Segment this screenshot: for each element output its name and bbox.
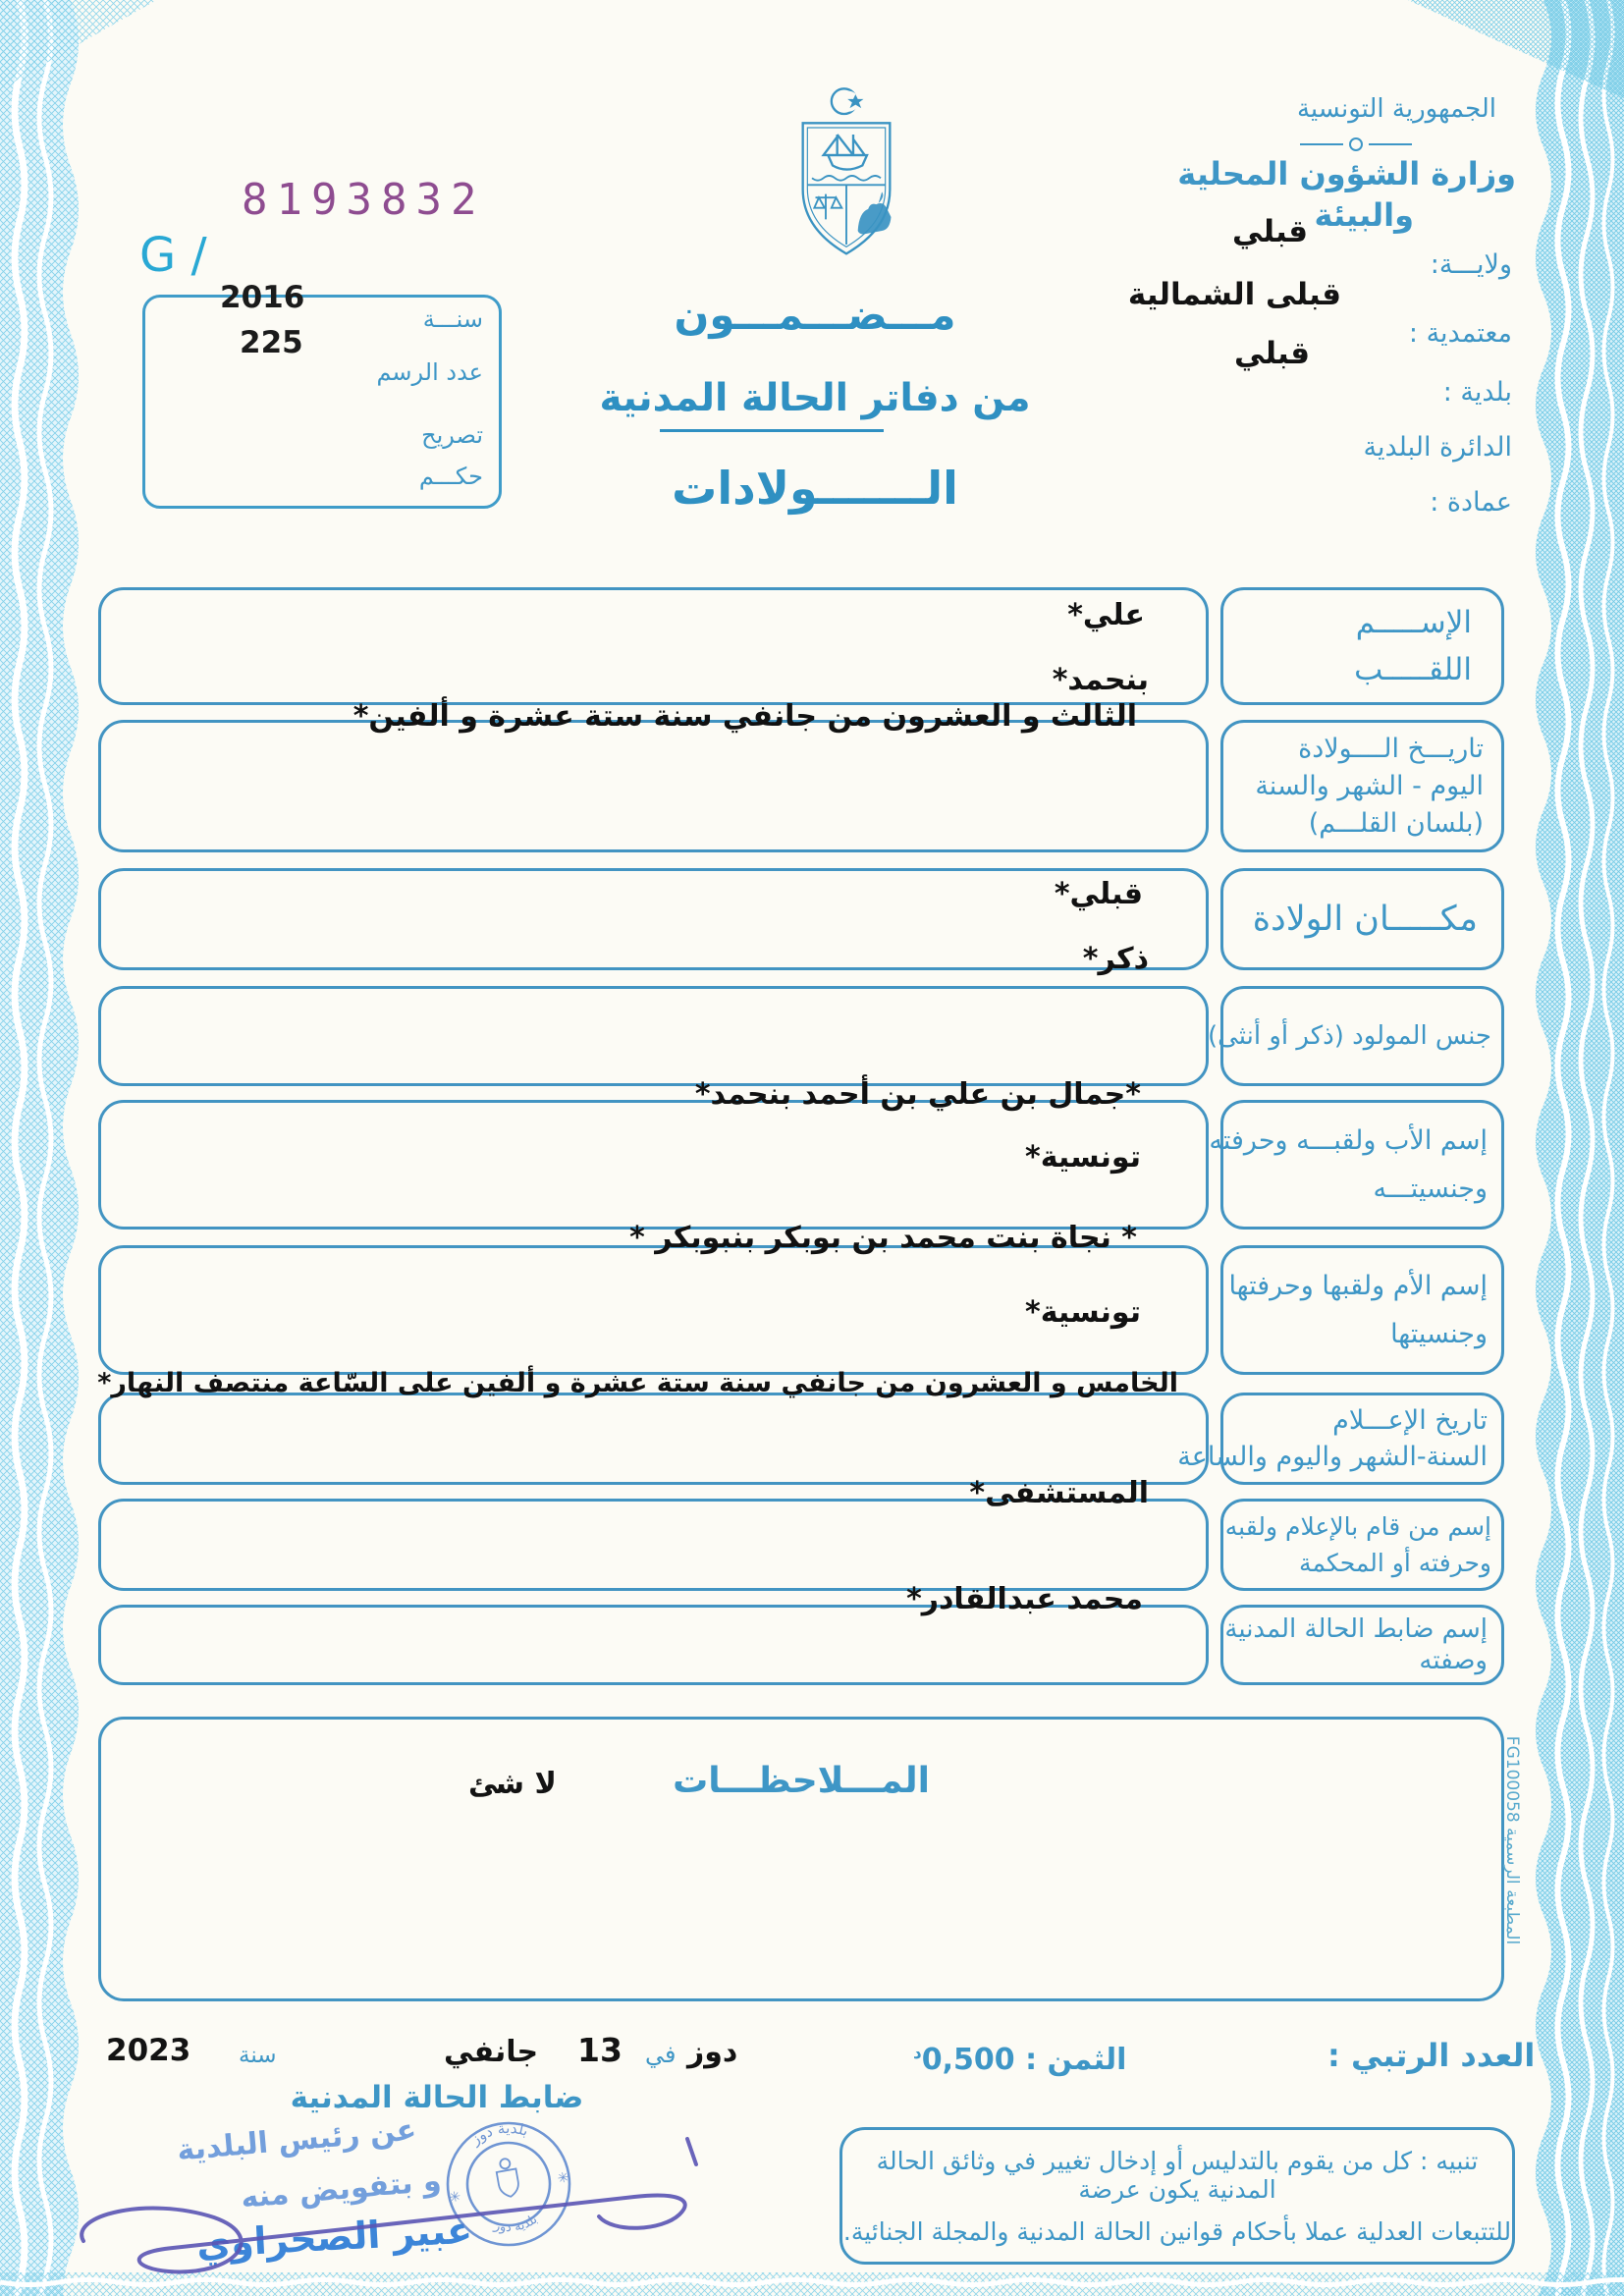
mother-info-label: إسم الأم ولقبها وحرفتها xyxy=(1228,1270,1488,1301)
registrar-name-value-box xyxy=(98,1582,1209,1685)
on-behalf-of-mayor-line: عن رئيس البلدية xyxy=(175,2112,418,2168)
birth-place-value-box xyxy=(98,868,1209,970)
issue-in-label: في xyxy=(645,2041,677,2068)
officer-name: عبير الصحراوي xyxy=(195,2208,474,2267)
form-row-notifier-name xyxy=(98,1476,1504,1591)
seal-star-left: ✳ xyxy=(448,2188,462,2207)
birth-place-value: قبلي* xyxy=(1054,877,1143,911)
newborn-sex-label: جنس المولود (ذكر أو أنثى) xyxy=(1207,1021,1491,1051)
birth-place-label: مكـــــان الولادة xyxy=(1252,900,1478,939)
governorate-value: قبلي xyxy=(1232,214,1308,249)
mother-info-label: وجنسيتها xyxy=(1390,1319,1488,1350)
issue-day-value: 13 xyxy=(577,2031,623,2069)
mother-info-value: * نجاة بنت محمد بن بوبكر بنبوبكر * xyxy=(629,1221,1137,1255)
name-surname-value: علي* xyxy=(1067,598,1145,632)
price-currency: د xyxy=(913,2044,922,2063)
notes-value: لا شئ xyxy=(468,1767,557,1801)
father-info-label-box xyxy=(1209,1100,1504,1230)
father-info-value-box xyxy=(98,1077,1209,1230)
registrar-name-label: إسم ضابط الحالة المدنية xyxy=(1224,1613,1488,1644)
form-row-birth-date xyxy=(98,699,1504,852)
by-delegation-line: و بتفويض منه xyxy=(239,2163,443,2215)
birth-date-label: اليوم - الشهر والسنة xyxy=(1255,771,1484,801)
registry-declaration-label: تصريح xyxy=(421,421,483,449)
newborn-sex-value: ذكر* xyxy=(1082,942,1149,976)
title-registers: من دفاتر الحالة المدنية xyxy=(599,376,1031,420)
price-line xyxy=(913,2043,1126,2077)
notification-date-label: تاريخ الإعـــلام xyxy=(1332,1405,1488,1436)
newborn-sex-label-box xyxy=(1207,986,1504,1086)
notifier-name-label: وحرفته أو المحكمة xyxy=(1299,1548,1491,1577)
officer-title: ضابط الحالة المدنية xyxy=(290,2080,584,2115)
issue-year-value: 2023 xyxy=(106,2033,191,2068)
seal-text-bottom: بلدية دوز xyxy=(492,2212,541,2236)
father-info-value: *جمال بن علي بن أحمد بنحمد* xyxy=(694,1077,1141,1112)
birth-date-value-box xyxy=(98,699,1209,852)
birth-date-label-box xyxy=(1220,720,1504,852)
notes-title: المـــلاحظـــات xyxy=(673,1761,930,1801)
registrar-name-label: وصفته xyxy=(1419,1646,1488,1676)
warning-line1: تنبيه : كل من يقوم بالتدليس أو إدخال تغيير في وثائق الحالة المدنية يكون عرضة xyxy=(876,2146,1479,2204)
name-surname-label: اللقـــــب xyxy=(1354,651,1472,687)
ministry-line2: والبيئة xyxy=(1314,196,1414,234)
form-row-notification-date xyxy=(97,1368,1504,1485)
name-surname-label-box xyxy=(1220,587,1504,705)
left-guilloche-band xyxy=(0,0,98,2296)
right-guilloche-band xyxy=(1528,0,1624,2296)
notes-box xyxy=(98,1717,1504,2001)
seal-star-right: ✳ xyxy=(556,2169,570,2188)
issue-year-label: سنة xyxy=(239,2043,277,2068)
name-surname-value: بنحمد* xyxy=(1052,663,1149,697)
form-row-father-info xyxy=(98,1077,1504,1230)
birth-date-value: الثالث و العشرون من جانفي سنة ستة عشرة و ألفين* xyxy=(352,699,1137,734)
mother-info-value-box xyxy=(98,1221,1209,1375)
seal-text-top: بلدية دوز xyxy=(466,2118,531,2149)
birth-date-label: تاريـــخ الــــولادة xyxy=(1298,734,1484,764)
municipal-district-label: الدائرة البلدية xyxy=(1363,432,1512,463)
notifier-name-value-box xyxy=(98,1476,1209,1591)
form-area xyxy=(98,0,1504,1717)
registry-judgment-label: حكـــم xyxy=(418,463,483,490)
registry-year-label: سنـــة xyxy=(422,305,483,333)
registry-record-value: 225 xyxy=(240,325,303,360)
title-extract: مـــضـــمـــون xyxy=(674,291,956,339)
print-reference: المطبعة الرسمية FG100058 xyxy=(1502,1735,1522,1945)
father-info-label: إسم الأب ولقبـــه وحرفته xyxy=(1209,1124,1488,1156)
mother-info-label-box xyxy=(1220,1245,1504,1375)
republic-title: الجمهورية التونسية xyxy=(1296,94,1496,124)
birth-place-label-box xyxy=(1220,868,1504,970)
municipality-label: بلدية : xyxy=(1442,377,1512,408)
imada-label: عمادة : xyxy=(1430,487,1512,518)
governorate-label: ولايـــة: xyxy=(1430,249,1512,280)
svg-text:بلدية دوز xyxy=(489,2211,541,2239)
price-value: 0,500 xyxy=(921,2043,1015,2077)
governorate-value2: قبلى الشمالية xyxy=(1127,277,1341,312)
birth-date-label: (بلسان القلـــم) xyxy=(1308,808,1484,839)
delegation-label: معتمدية : xyxy=(1408,318,1512,349)
series-code: G / xyxy=(139,228,207,283)
form-row-name-surname xyxy=(98,587,1504,705)
father-info-value: تونسية* xyxy=(1025,1140,1141,1175)
notifier-name-value: المستشفى* xyxy=(969,1476,1149,1510)
fraud-warning-box xyxy=(839,2127,1515,2265)
form-row-registrar-name xyxy=(98,1582,1504,1685)
registry-year-value: 2016 xyxy=(220,280,305,315)
notification-date-value-box xyxy=(97,1368,1209,1485)
notification-date-label: السنة-الشهر واليوم والساعة xyxy=(1177,1442,1488,1472)
notifier-name-label-box xyxy=(1220,1499,1504,1591)
registry-record-label: عدد الرسم xyxy=(376,358,483,386)
name-surname-value-box xyxy=(98,587,1209,705)
registrar-name-label-box xyxy=(1220,1605,1504,1685)
notification-date-value: الخامس و العشرون من جانفي سنة ستة عشرة و ألفين على السّاعة منتصف النهار* xyxy=(97,1368,1178,1398)
ministry-line1: وزارة الشؤون المحلية xyxy=(1177,155,1516,192)
father-info-label: وجنسيتـــه xyxy=(1373,1174,1488,1205)
warning-line2: للتتبعات العدلية عملا بأحكام قوانين الحالة المدنية والمجلة الجنائية. xyxy=(842,2216,1512,2246)
title-births: الـــــــولادات xyxy=(672,462,958,515)
notification-date-label-box xyxy=(1177,1393,1504,1485)
form-row-birth-place xyxy=(98,868,1504,970)
ordinal-number-label: العدد الرتبي : xyxy=(1327,2037,1536,2074)
issue-place-value: دوز xyxy=(687,2035,738,2069)
name-surname-label: الإســـــم xyxy=(1355,605,1472,641)
registrar-name-value: محمد عبدالقادر* xyxy=(906,1582,1143,1616)
municipal-seal-icon xyxy=(422,2098,595,2270)
form-row-mother-info xyxy=(98,1221,1504,1375)
notifier-name-label: إسم من قام بالإعلام ولقبه xyxy=(1224,1512,1491,1542)
price-label: الثمن : xyxy=(1025,2043,1127,2077)
mother-info-value: تونسية* xyxy=(1025,1295,1141,1330)
issue-month-value: جانفي xyxy=(444,2035,539,2069)
bottom-guilloche-band xyxy=(0,2267,1624,2296)
delegation-value: قبلي xyxy=(1234,336,1310,371)
document-serial-number: 8193832 xyxy=(242,175,486,225)
form-row-newborn-sex xyxy=(98,942,1504,1086)
newborn-sex-value-box xyxy=(98,942,1209,1086)
